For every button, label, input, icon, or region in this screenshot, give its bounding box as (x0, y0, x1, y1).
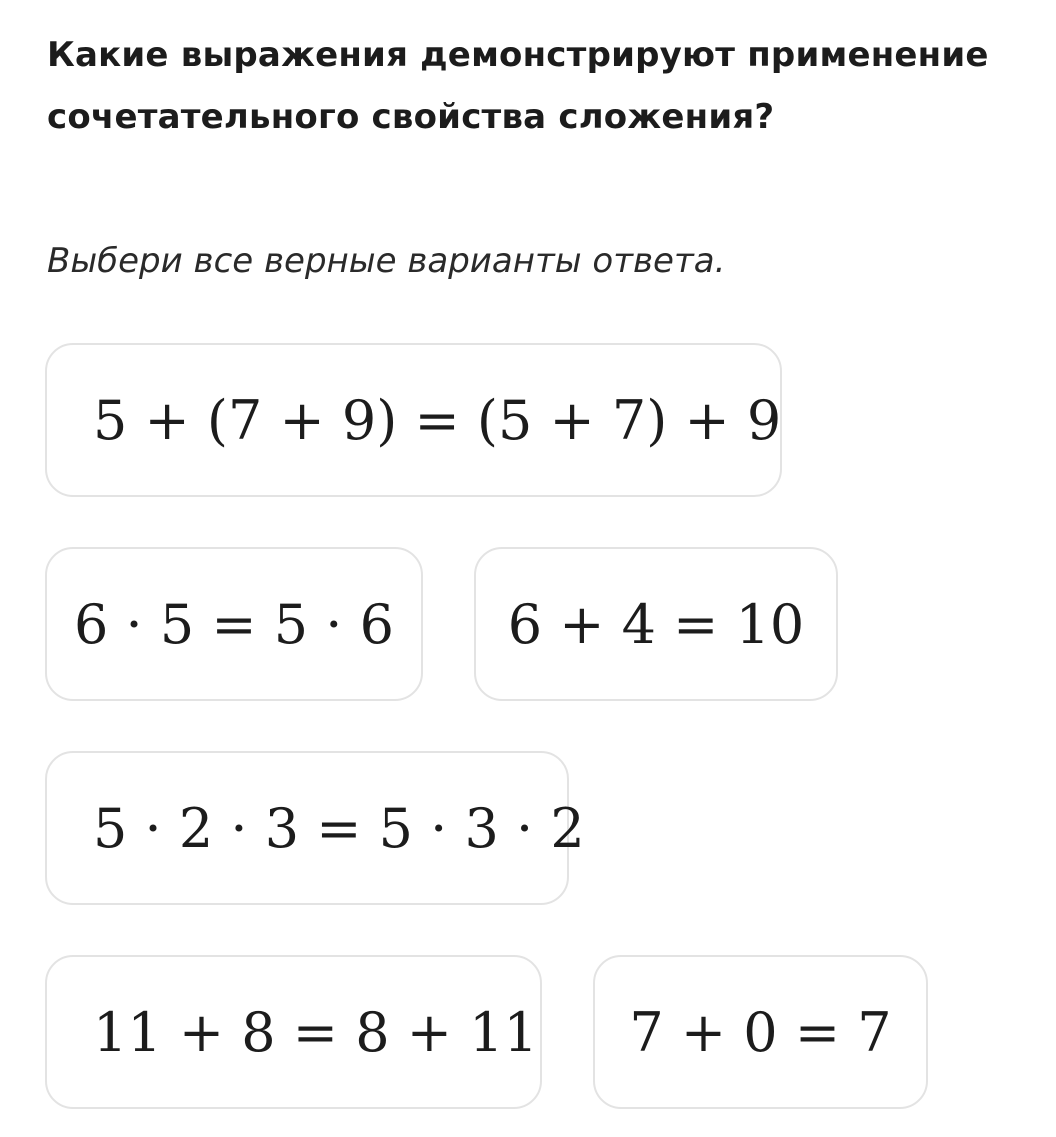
answer-option-6[interactable] (593, 955, 928, 1109)
answer-option-expression: 7 + 0 = 7 (629, 1000, 892, 1064)
answer-option-5[interactable] (45, 955, 542, 1109)
answer-option-1[interactable] (45, 343, 782, 497)
answer-option-expression: 5 · 2 · 3 = 5 · 3 · 2 (93, 796, 585, 860)
answer-option-expression: 6 + 4 = 10 (507, 592, 805, 656)
answer-option-4[interactable] (45, 751, 585, 905)
question-title: Какие выражения демонстрируют применение сочетательного свойства сложения? (47, 35, 989, 137)
instruction-text: Выбери все верные варианты ответа. (47, 241, 726, 281)
answer-option-expression: 11 + 8 = 8 + 11 (93, 1000, 538, 1064)
answer-option-expression: 5 + (7 + 9) = (5 + 7) + 9 (93, 388, 782, 452)
answer-option-3[interactable] (474, 547, 838, 701)
answer-option-expression: 6 · 5 = 5 · 6 (74, 592, 394, 656)
answer-option-2[interactable] (45, 547, 423, 701)
